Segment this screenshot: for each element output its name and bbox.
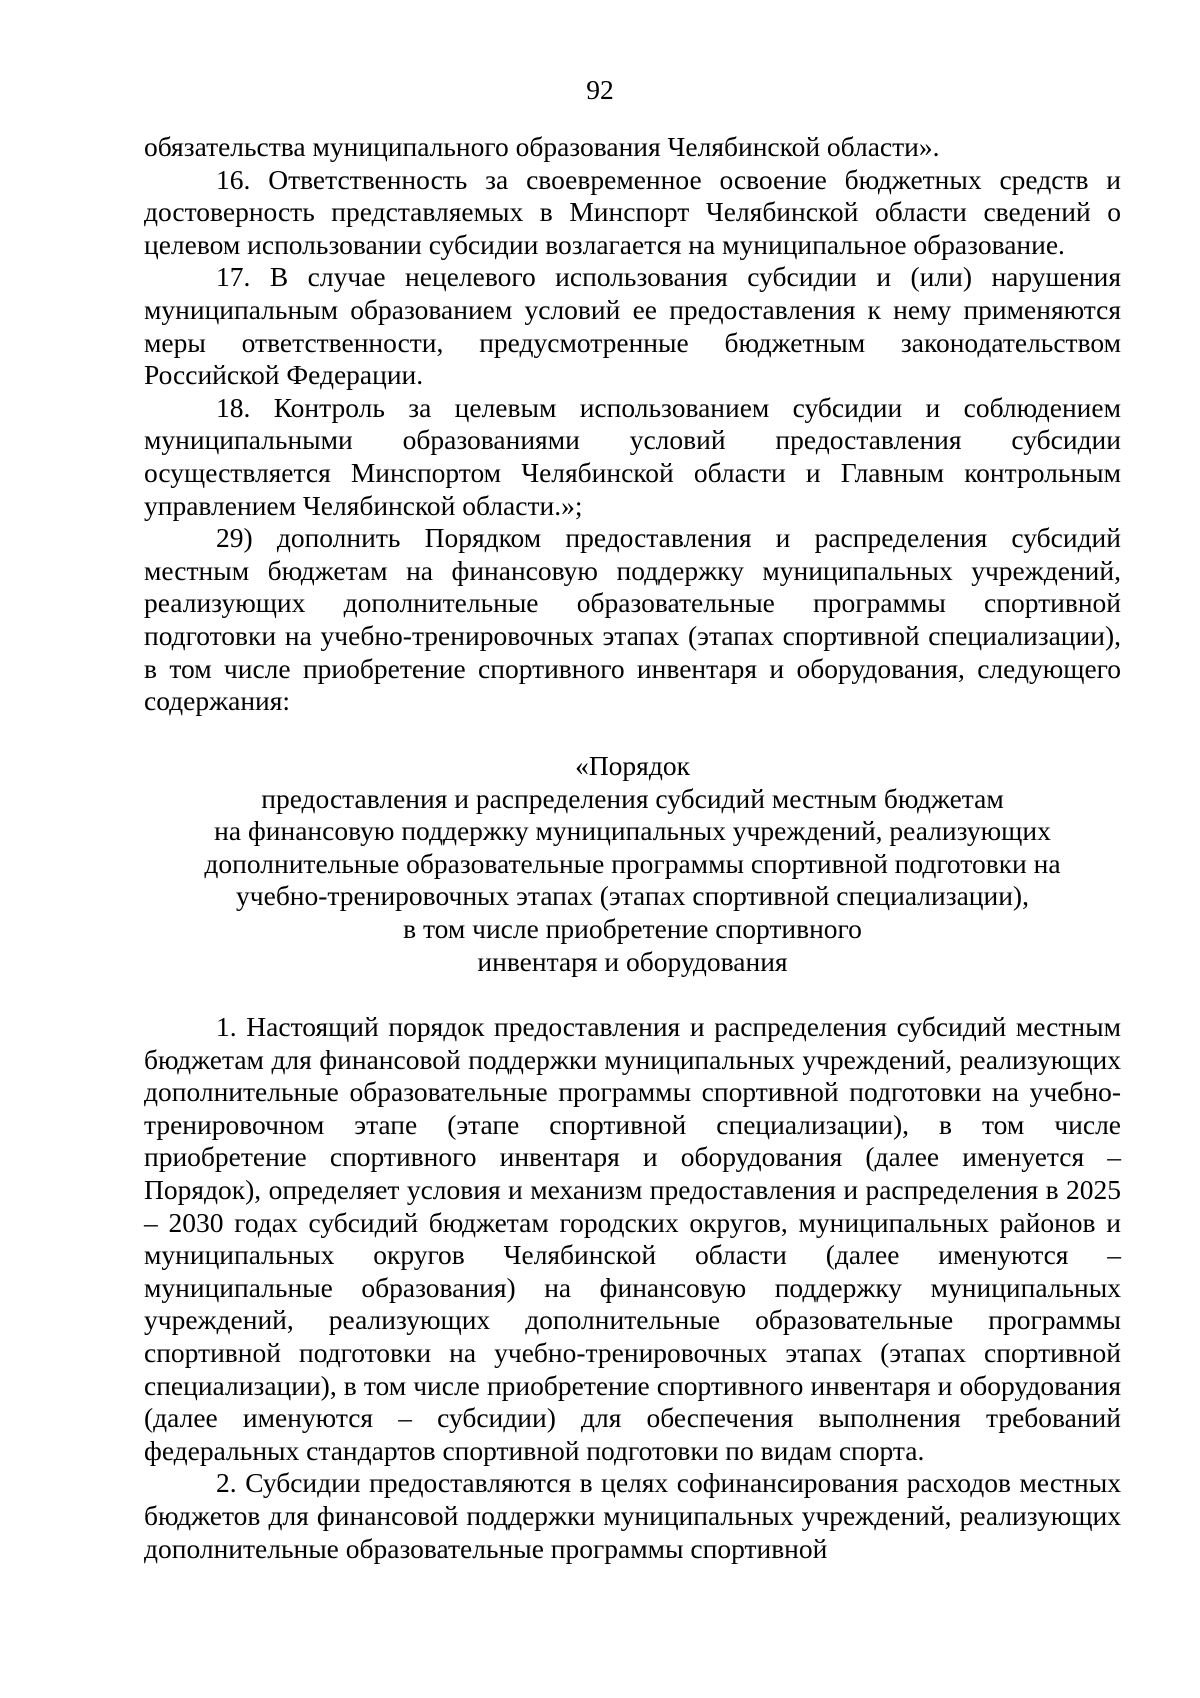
procedure-title-line-5: учебно-тренировочных этапах (этапах спортивной специализации),: [236, 880, 1029, 912]
paragraph-item-1: 1. Настоящий порядок предоставления и распределения субсидий местным бюджетам для финансовой поддержки муниципальных учреждений, реализующих дополнительные образовательные программы спортивной подготовки на учебно-тренировочном этапе (этапе спортивной специализации), в том числе приобретение спортивного инвентаря и оборудования (далее именуется – Порядок), определяет условия и механизм предоставления и распределения в 2025 – 2030 годах субсидий бюджетам городских округов, муниципальных районов и муниципальных округов Челябинской области (далее именуются – муниципальные образования) на финансовую поддержку муниципальных учреждений, реализующих дополнительные образовательные программы спортивной подготовки на учебно-тренировочных этапах (этапах спортивной специализации), в том числе приобретение спортивного инвентаря и оборудования (далее именуются – субсидии) для обеспечения выполнения требований федеральных стандартов спортивной подготовки по видам спорта.: [144, 1011, 1121, 1466]
procedure-title-line-6: в том числе приобретение спортивного: [403, 912, 862, 944]
paragraph-continuation: обязательства муниципального образования Челябинской области».: [144, 131, 940, 162]
procedure-title: [144, 750, 1121, 978]
body-text-section-b: [144, 1011, 1121, 1565]
procedure-title-line-7: инвентаря и оборудования: [477, 945, 788, 977]
procedure-title-line-4: дополнительные образовательные программы спортивной подготовки на: [204, 847, 1061, 879]
procedure-title-line-3: на финансовую поддержку муниципальных учреждений, реализующих: [214, 815, 1051, 847]
page-number: 92: [586, 74, 614, 105]
procedure-title-line-2: предоставления и распределения субсидий местным бюджетам: [261, 782, 1004, 814]
paragraph-item-29: 29) дополнить Порядком предоставления и распределения субсидий местным бюджетам на финансовую поддержку муниципальных учреждений, реализующих дополнительные образовательные программы спортивной подготовки на учебно-тренировочных этапах (этапах спортивной специализации), в том числе приобретение спортивного инвентаря и оборудования, следующего содержания:: [144, 522, 1121, 717]
body-text-section-a: [144, 131, 1121, 718]
paragraph-item-16: 16. Ответственность за своевременное освоение бюджетных средств и достоверность представляемых в Минспорт Челябинской области сведений о целевом использовании субсидии возлагается на муниципальное образование.: [144, 163, 1121, 260]
paragraph-item-17: 17. В случае нецелевого использования субсидии и (или) нарушения муниципальным образованием условий ее предоставления к нему применяются меры ответственности, предусмотренные бюджетным законодательством Российской Федерации.: [144, 261, 1121, 391]
procedure-title-line-1: «Порядок: [575, 750, 690, 781]
paragraph-item-2: 2. Субсидии предоставляются в целях софинансирования расходов местных бюджетов для финансовой поддержки муниципальных учреждений, реализующих дополнительные образовательные программы спортивной: [144, 1467, 1121, 1564]
paragraph-item-18: 18. Контроль за целевым использованием субсидии и соблюдением муниципальными образованиями условий предоставления субсидии осуществляется Минспортом Челябинской области и Главным контрольным управлением Челябинской области.»;: [144, 391, 1121, 521]
